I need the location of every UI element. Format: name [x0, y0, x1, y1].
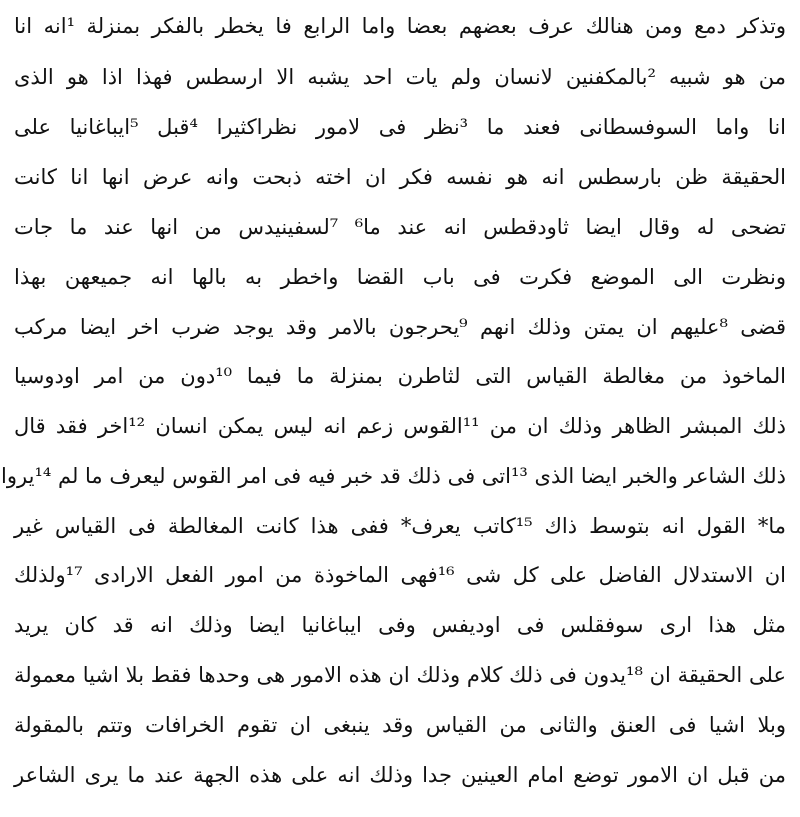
text-line-14: على الحقيقة ان ¹⁸يدون فى ذلك كلام وذلك ان هذه الامور هى وحدها فقط بلا اشيا معمولة: [14, 663, 786, 687]
text-line-12: ان الاستدلال الفاضل على كل شى ¹⁶فهى الماخوذة من امور الفعل الارادى ¹⁷ولذلك: [14, 563, 786, 587]
text-line-9: ذلك المبشر الظاهر وذلك ان من ¹¹القوس زعم انه ليس يمكن انسان ¹²اخر فقد قال: [14, 414, 786, 438]
text-line-16: من قبل ان الامور توضع امام العينين جدا وذلك انه على هذه الجهة عند ما يرى الشاعر: [14, 763, 786, 787]
text-line-2: من هو شبيه ²بالمكفنين لانسان ولم يات احد يشبه الا ارسطس فهذا اذا هو الذى: [14, 65, 786, 89]
text-line-13: مثل هذا ارى سوفقلس فى اوديفس وفى ايباغانيا ايضا وذلك انه قد كان يريد: [14, 613, 786, 637]
text-line-6: ونظرت الى الموضع فكرت فى باب القضا واخطر به بالها انه جميعهن بهذا: [14, 265, 786, 289]
text-line-8: الماخوذ من مغالطة القياس التى لثاطرن بمنزلة ما فيما ¹⁰دون من امر اودوسيا: [14, 364, 786, 388]
text-line-3: انا واما السوفسطانى فعند ما ³نظر فى لامور نظراكثيرا ⁴قبل ⁵ايباغانيا على: [14, 115, 786, 139]
text-line-5: تضحى له وقال ايضا ثاودقطس انه عند ما⁶ ⁷لسفينيدس من انها عند ما جات: [14, 215, 786, 239]
text-line-15: وبلا اشيا فى العنق والثانى من القياس وقد ينبغى ان تقوم الخرافات وتتم بالمقولة: [14, 713, 786, 737]
text-line-10: ذلك الشاعر والخبر ايضا الذى ¹³اتى فى ذلك قد خبر فيه فى امر القوس ليعرف ما لم ¹⁴يروا: [1, 464, 786, 488]
text-line-7: قضى ⁸عليهم ان يمتن وذلك انهم ⁹يحرجون بالامر وقد يوجد ضرب اخر ايضا مركب: [14, 315, 787, 339]
text-line-4: الحقيقة ظن بارسطس انه هو نفسه فكر ان اخته ذبحت وانه عرض انها انا كانت: [14, 165, 786, 189]
text-line-11: ما* القول انه بتوسط ذاك ¹⁵كاتب يعرف* ففى هذا كانت المغالطة فى القياس غير: [14, 514, 786, 538]
text-line-1: وتذكر دمع ومن هنالك عرف بعضهم بعضا واما الرابع فا يخطر بالفكر بمنزلة ¹انه انا: [14, 14, 786, 38]
